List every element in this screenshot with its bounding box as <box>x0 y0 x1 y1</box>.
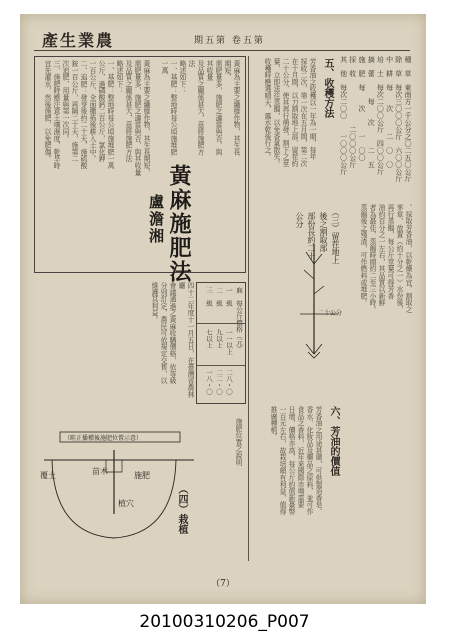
text-line: 黃麻為主要之纖維作物，其生長期短， <box>223 60 240 156</box>
cost-line: 摘 蕾 每 次 二 五 <box>367 56 376 168</box>
article-body <box>38 60 150 265</box>
text-line: 及品質之關係甚大，茲將施肥方法 <box>124 60 132 162</box>
text-line: 二十公分，使其再行萌發，割下之莖 <box>281 58 289 167</box>
text-line: 芳香油之用途甚廣，可供製造香皂、 <box>314 406 322 515</box>
table-cell: 七以上 <box>205 329 213 349</box>
article-author: 盧澹湘 <box>147 194 165 245</box>
text-line: 宜先灌水，然後施肥，以免肥傷。 <box>43 60 51 162</box>
text-line: 略述如下： <box>178 60 186 94</box>
figure-label: 二十公分 <box>318 310 343 317</box>
article-title: 黃麻施肥法 <box>166 164 192 284</box>
image-caption: 20100310206_P007 <box>139 612 310 632</box>
text-line: 施肥位置之說明 <box>234 418 242 466</box>
table-note: 麻 每公斤價格（元） <box>235 287 243 352</box>
text-line: 一百元左右，故栽培頗有利益，值得 <box>278 406 286 515</box>
text-line: 一、基肥：整地時每公頃施堆肥一萬 <box>106 60 114 169</box>
text-line: 、採取芳香油，以乾燥為宜，割取之 <box>404 204 412 313</box>
text-line: 分別訂定，農民可依規定交售，以 <box>159 282 167 384</box>
diagram-label: 植穴 <box>118 499 134 508</box>
text-line: 次追肥，用量與第一次同。 <box>61 60 69 142</box>
article-body-right <box>160 60 240 160</box>
cost-line: 培 土 每次二〇〇公斤 四〇〇公斤 <box>376 56 385 175</box>
table-header: 二 級 <box>215 287 223 307</box>
table-cell: 一八・〇 <box>205 369 213 395</box>
column-divider <box>248 56 249 561</box>
section-body <box>256 406 322 516</box>
text-line: 需肥量多，施肥之適當與否，與其收量 <box>205 60 222 156</box>
page-number: （7） <box>211 579 235 589</box>
text-line: 香水、化妝品及藥品之原料，並可作 <box>305 406 313 515</box>
text-line: 日增，價格亦高，每公斤約值新臺幣 <box>287 406 295 515</box>
text-line: 二、追肥：發芽後約二十天，施硫酸 <box>79 60 87 169</box>
text-line: 四十二年度十一月五日，在臺灣省農林廳 <box>177 282 194 398</box>
cost-line: 除 草 每次三〇〇〇公斤 六〇〇公斤 <box>394 56 403 182</box>
text-line: 採收二次，第一次在五月間，第二次 <box>299 58 307 167</box>
figure-label: （三）留茬地上 <box>331 208 340 264</box>
section-body <box>252 58 316 198</box>
extraction-text <box>350 204 412 404</box>
text-line: 收穫時應選晴天，露水乾後行之。 <box>263 58 271 160</box>
table-cell: 二八・〇 <box>225 369 233 395</box>
text-line: 公斤，過磷酸鈣二百公斤，氯化鉀 <box>97 60 105 162</box>
table-cell: 九以上 <box>215 329 223 349</box>
stalk-figure <box>256 204 348 364</box>
diagram-label: 施肥 <box>134 471 150 480</box>
figure-label: 公分 <box>295 212 304 228</box>
text-line: 蒸餾後之殘渣，可作燃料或堆肥。 <box>359 204 367 306</box>
text-line: 芳香油之收穫以一年為一期，每年 <box>308 58 316 160</box>
cost-line: 採 收 二〇〇〇公斤 <box>348 56 357 168</box>
text-line: 一、基肥：整地時每公頃施堆肥一萬 <box>160 60 177 156</box>
cost-line: 其 他 每次二〇〇 一〇〇〇公斤 <box>339 56 348 175</box>
issue-info: 期五第 卷五第 <box>194 36 265 46</box>
table-rule <box>197 323 245 324</box>
text-line: 黃麻為主要之纖維作物，其生長期短， <box>142 60 150 176</box>
text-line: 三、施肥時應注意土壤濕度，乾旱時 <box>52 60 60 169</box>
planting-diagram <box>34 414 244 564</box>
text-line: 一百公斤，全面撒佈後耕入土中。 <box>88 60 96 162</box>
price-text <box>150 282 194 402</box>
cost-line: 施 肥 每 次 一 〇〇 <box>357 56 366 161</box>
diagram-label: （畦正播種後施肥位置示意） <box>64 435 143 442</box>
diagram-label: 苗木 <box>92 467 108 476</box>
figure-label: 後之割取部 <box>319 212 328 252</box>
text-line: 維護其利益。 <box>150 282 158 323</box>
diagram-label: 覆土 <box>40 471 56 480</box>
price-table <box>196 282 246 404</box>
page-header <box>34 26 410 51</box>
document-page <box>20 14 426 604</box>
text-line: 葉，立即送往蒸餾，以免香氣散失。 <box>272 58 280 167</box>
diagram-side-text <box>202 418 242 558</box>
text-line: 油約百分之一左右，其品質以新鮮 <box>377 204 385 306</box>
text-line: 茅草，放置（約十分之一）水份後， <box>395 204 403 313</box>
text-line: 食品之香料，近年來國際市場需要 <box>296 406 304 508</box>
text-line: 及品質之關係甚大，茲將施肥方法 <box>187 60 204 156</box>
table-header: 一 級 <box>225 287 233 307</box>
table-rule <box>197 365 245 366</box>
text-line: 者為最佳，蒸餾時間約二至三小時。 <box>368 204 376 313</box>
text-line: 銨一百公斤，再隔二十天，施第二 <box>70 60 78 162</box>
text-line: 推廣種植。 <box>269 406 277 440</box>
text-line: 需肥量多，施肥之適當與否，與其收量 <box>133 60 141 176</box>
cost-list <box>338 56 412 196</box>
table-cell: 一一以上 <box>225 329 233 355</box>
table-header: 三 級 <box>205 287 213 307</box>
text-line: 再行蒸餾，每公斤莖葉可得芳香 <box>386 204 394 300</box>
diagram-label: （四）栽植 <box>176 484 187 534</box>
cost-line: 種 草 東南方一千公分之〇二五〇公斤 <box>404 56 412 182</box>
figure-label: 部份長約二十 <box>307 212 316 260</box>
table-cell: 二二・〇 <box>215 369 223 395</box>
text-line: 會議通過之黃麻收購價格，依等級 <box>168 282 176 384</box>
section-heading: 五、收穫方法 <box>322 58 333 118</box>
text-line: 略述如下： <box>115 60 123 94</box>
section-heading: 六、芳油的價值 <box>328 406 339 476</box>
publication-title: 產生業農 <box>42 31 115 50</box>
cost-line: 中 耕 每 次 二 〇 〇 <box>385 56 394 168</box>
text-line: 在十月間，以刀割取地上部，留茬約 <box>290 58 298 167</box>
